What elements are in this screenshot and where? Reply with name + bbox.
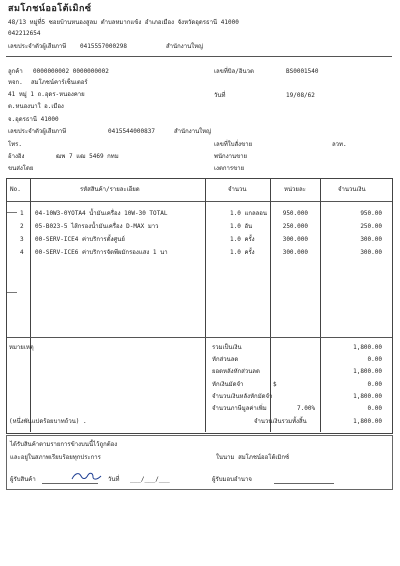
col-divider-price [320,179,321,432]
document-date: 19/08/62 [286,92,315,99]
amount-in-words: (หนึ่งพันแปดร้อยบาทถ้วน) . [9,418,87,425]
order-label: ลวท. [332,141,347,148]
document-no-label: เลขที่บิล/อินวต [214,68,254,75]
customer-name: สมโภชน์คาร์เซ็นเตอร์ [31,79,88,86]
punch-mark-bottom [7,292,17,293]
subtotal-label: รวมเป็นเงิน [212,344,242,351]
reference-label: อ้างอิง [8,153,25,160]
grand-total-label: จำนวนเงินรวมทั้งสิ้น [254,418,307,425]
row-2-description: 05-B023-5 ไส้กรองน้ำมันเครื่อง D-MAX มาว [35,223,159,230]
row-4-no: 4 [20,249,24,256]
reference-value: ฒพ 7 แฒ 5469 กทม [56,153,119,160]
discount-value: 0.00 [367,356,382,363]
row-4-description: 00-SERV-ICE6 ค่าบริการจัดพีผมักรองแสง 1 นา [35,249,168,256]
salesperson-label: พนักงานขาย [214,153,248,160]
row-3-description: 00-SERV-ICE4 ค่าบริการตั้งศูนย์ [35,236,125,243]
customer-code-label: ลูกค้า [8,68,23,75]
customer-name-prefix: หจก. [8,79,23,86]
row-3-amount: 300.00 [360,236,382,243]
sales-order-no-label: เลขที่ใบสั่งขาย [214,141,253,148]
shipping-label: ขนส่งโดย [8,165,34,172]
customer-tax-id-label: เลขประจำตัวผู้เสียภาษี [8,128,67,135]
punch-mark-top [7,212,17,213]
sales-terms-label: เงตการขาย [214,165,245,172]
company-tax-id-label: เลขประจำตัวผู้เสียภาษี [8,43,67,50]
row-1-quantity: 1.0 แกลลอน [230,210,268,217]
row-2-unit-price: 250.000 [282,223,308,230]
header-no: No. [10,186,21,193]
row-1-description: 04-10W3-0YOTA4 น้ำมันเครื่อง 10W-30 TOTAL [35,210,168,217]
receipt-note-1: ได้รับสินค้าตามรายการข้างบนนี้ไว้ถูกต้อง [10,441,118,448]
header-divider [6,56,392,57]
vat-label: จำนวนภาษีมูลค่าเพิ่ม [212,405,267,412]
company-phone: 042212654 [8,30,41,37]
customer-phone-label: โทร. [8,141,23,148]
row-1-unit-price: 950.000 [282,210,308,217]
header-amount: จำนวนเงิน [338,186,366,193]
row-2-quantity: 1.0 อัน [230,223,253,230]
row-4-quantity: 1.0 ครั้ง [230,249,255,256]
customer-address-2: ต.หนองนาใ อ.เมือง [8,103,64,110]
summary-divider [7,337,392,338]
vat-rate: 7.00% [297,405,316,412]
customer-branch: สำนักงานใหญ่ [174,128,212,135]
company-branch: สำนักงานใหญ่ [166,43,204,50]
customer-code: 0000000002 0000000002 [33,68,109,75]
header-unit-price: หน่วยละ [284,186,306,193]
row-3-unit-price: 300.000 [282,236,308,243]
document-no: BS0001540 [286,68,319,75]
receiver-label: ผู้รับสินค้า [10,476,36,483]
for-company: ในนาม สมโภชน์ออโต้เมิกซ์ [216,454,290,461]
customer-tax-id: 0415544000837 [108,128,155,135]
row-4-amount: 300.00 [360,249,382,256]
approver-signature-line [274,483,334,484]
deposit-value: 0.00 [367,381,382,388]
receive-date-blank: ___/___/___ [130,476,170,483]
company-name: สมโภชน์ออโต้เมิกซ์ [8,4,92,14]
remarks-label: หมายเหตุ [9,344,34,351]
row-2-amount: 250.00 [360,223,382,230]
col-divider-no [30,179,31,432]
row-3-quantity: 1.0 ครั้ง [230,236,255,243]
vat-value: 0.00 [367,405,382,412]
row-1-no: 1 [20,210,24,217]
after-deposit-value: 1,800.00 [353,393,382,400]
receipt-note-2: และอยู่ในสภาพเรียบร้อยทุกประการ [10,454,101,461]
col-divider-desc [205,179,206,432]
deposit-sign: $ [273,381,277,388]
deposit-label: หักเงินมัดจำ [212,381,244,388]
company-address: 48/13 หมู่ที่5 ซอยบ้านหนองสูลม ตำบลหมากแข้ง อำเภอเมือง จังหวัดอุดรธานี 41000 [8,19,239,26]
document-date-label: วันที่ [214,92,226,99]
table-header-divider [7,201,392,202]
after-deposit-label: จำนวนเงินหลังหักมัดจำ [212,393,273,400]
header-description: รหัสสินค้า/รายละเอียด [80,186,140,193]
subtotal-value: 1,800.00 [353,344,382,351]
grand-total-value: 1,800.00 [353,418,382,425]
row-1-amount: 950.00 [360,210,382,217]
row-4-unit-price: 300.000 [282,249,308,256]
after-discount-label: ยอดหลังหักส่วนลด [212,368,260,375]
discount-label: หักส่วนลด [212,356,239,363]
header-quantity: จำนวน [228,186,247,193]
customer-address-1: 41 หมู่ 1 ถ.อุดร-หนองคาย [8,91,85,98]
after-discount-value: 1,800.00 [353,368,382,375]
company-tax-id: 0415557000298 [80,43,127,50]
approver-label: ผู้รับมอบอำนาจ [212,476,252,483]
row-2-no: 2 [20,223,24,230]
receive-date-label: วันที่ [108,476,120,483]
customer-address-3: จ.อุดรธานี 41000 [8,116,59,123]
row-3-no: 3 [20,236,24,243]
receiver-signature [70,468,104,484]
